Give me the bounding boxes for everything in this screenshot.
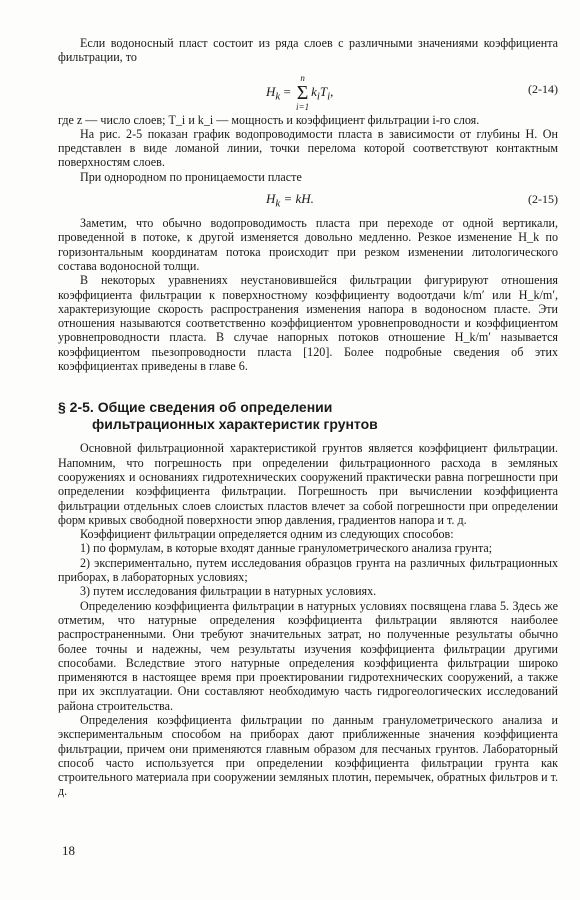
paragraph: Основной фильтрационной характеристикой грунтов является коэффициент фильтрации. Напомним, что погрешность при определении фильтрационного расхода в земляных сооружениях и основаниях гидротехнических сооружений практически равна погрешности при определении коэффициента фильтрации. Погрешность при вычислении коэффициента фильтрации отдельных слоев слоистых пластов влечет за собой погрешности при определении форм кривых свободной поверхности эпюр давления, градиентов напора и т. д.: [58, 441, 558, 527]
equation-formula: $H_k$ = kH.: [266, 191, 314, 210]
section-heading: § 2-5. Общие сведения об определении фильтрационных характеристик грунтов: [58, 399, 378, 433]
text-column: [58, 36, 558, 799]
paragraph: где z — число слоев; T_i и k_i — мощность и коэффициент фильтрации i-го слоя.: [58, 112, 480, 127]
paragraph: При однородном по проницаемости пласте: [80, 169, 302, 184]
paragraph: На рис. 2-5 показан график водопроводимости пласта в зависимости от глубины H. Он представлен в виде ломаной линии, точки перелома которой соответствуют контактным поверхностям слоев.: [58, 126, 558, 170]
paragraph: В некоторых уравнениях неустановившейся фильтрации фигурируют отношения коэффициента фильтрации к поверхностному коэффициенту водоотдачи k/m′ или H_k/m′, характеризующие скорость распространения изменения напора в водоносном пласте. Эти отношения называются соответственно коэффициентом уровнепроводности и коэффициентом уровнепроводности пласта. В случае напорных потоков отношение H_k/m′ называется коэффициентом пьезопроводности пласта [120]. Более подробные сведения об этих коэффициентах приведены в главе 6.: [58, 273, 558, 374]
paragraph: Коэффициент фильтрации определяется одним из следующих способов:: [80, 527, 454, 542]
equation-formula: $H_k$ = n Σ i=1 $k_iT_i$,: [266, 72, 334, 112]
equation-number: (2-14): [528, 81, 558, 96]
paragraph: Определения коэффициента фильтрации по данным гранулометрического анализа и экспериментальным способом на приборах дают приближенные значения коэффициента фильтрации, причем они применяются главным образом для песчаных грунтов. Лабораторный способ часто используется при определении коэффициента фильтрации грунта как строительного материала при сооружении земляных плотин, перемычек, обратных фильтров и т. д.: [58, 712, 558, 799]
equation-2-15: [58, 187, 558, 213]
sum-symbol: n Σ i=1: [296, 72, 310, 112]
list-item: 2) экспериментально, путем исследования образцов грунта на различных фильтрационных приборах, в лабораторных условиях;: [58, 555, 558, 585]
page-number: 18: [62, 843, 75, 858]
list-item: 1) по формулам, в которые входят данные гранулометрического анализа грунта;: [80, 541, 493, 556]
paragraph: Если водоносный пласт состоит из ряда слоев с различными значениями коэффициента фильтрации, то: [58, 36, 558, 65]
list-item: 3) путем исследования фильтрации в натурных условиях.: [80, 584, 377, 599]
paragraph: Заметим, что обычно водопроводимость пласта при переходе от одной вертикали, проведенной в потоке, к другой изменяется довольно медленно. Резкое изменение H_k по горизонтальным координатам потока происходит при резком изменении литологического состава водоносной толщи.: [58, 216, 558, 273]
equation-2-14: [58, 69, 558, 112]
paragraph: Определению коэффициента фильтрации в натурных условиях посвящена глава 5. Здесь же отметим, что натурные определения коэффициента фильтрации являются наиболее распространенными. Они требуют значительных затрат, но полученные результаты обычно более точны и надежны, чем результаты изучения коэффициента фильтрации другими способами. Вследствие этого натурные определения коэффициента фильтрации широко применяются в настоящее время при проектировании гидротехнических сооружений, а также при их эксплуатации. Они составляют необходимую часть гидрогеологических исследований района строительства.: [58, 598, 558, 713]
equation-number: (2-15): [528, 192, 558, 207]
